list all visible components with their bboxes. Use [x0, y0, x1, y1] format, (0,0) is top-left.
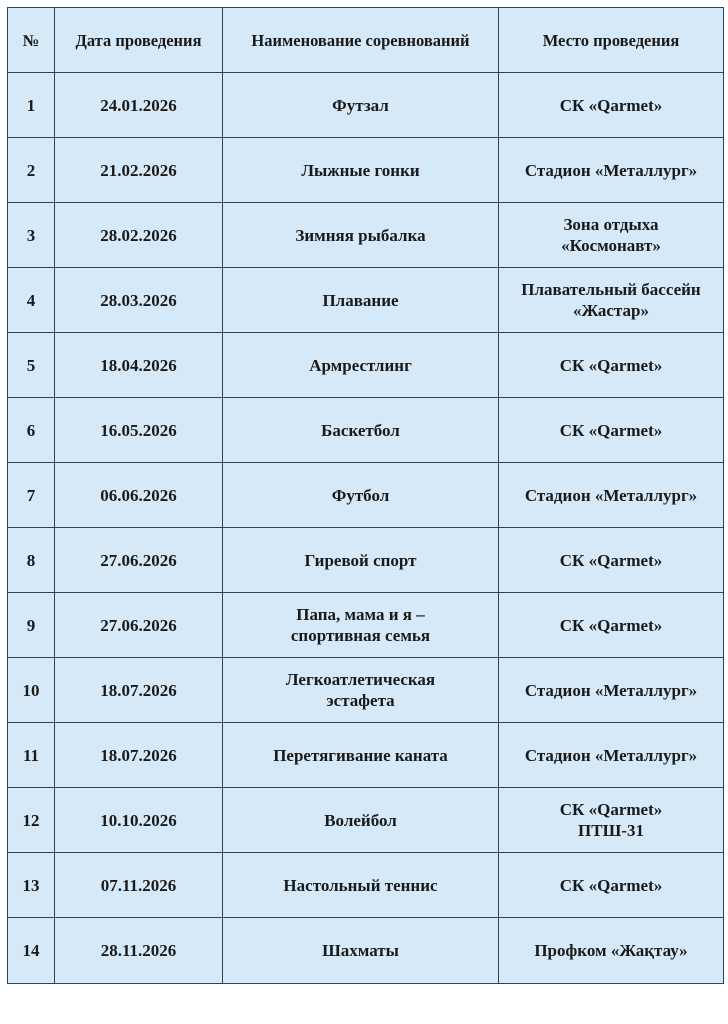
table-row: [8, 723, 724, 788]
row-competition-name: Футзал: [223, 73, 499, 138]
row-place: [499, 593, 724, 658]
row-place-line: Стадион «Металлург»: [524, 485, 698, 505]
row-date: 18.07.2026: [55, 723, 223, 788]
table-row: [8, 658, 724, 723]
row-place-line: СК «Qarmet»: [559, 615, 663, 635]
table-row: [8, 463, 724, 528]
row-place-line: Стадион «Металлург»: [524, 680, 698, 700]
row-place: [499, 853, 724, 918]
row-competition-name-line: Папа, мама и я –: [296, 605, 425, 624]
row-competition-name-line: спортивная семья: [290, 626, 431, 645]
row-place: [499, 138, 724, 203]
header-place: Место проведения: [499, 8, 724, 73]
row-competition-name: Волейбол: [223, 788, 499, 853]
row-number: 5: [8, 333, 55, 398]
row-competition-name: [223, 593, 499, 658]
row-date: 06.06.2026: [55, 463, 223, 528]
table-row: [8, 593, 724, 658]
row-number: 10: [8, 658, 55, 723]
row-competition-name: Лыжные гонки: [223, 138, 499, 203]
table-row: [8, 333, 724, 398]
row-place-line: «Космонавт»: [561, 236, 661, 255]
row-date: 28.02.2026: [55, 203, 223, 268]
table-row: [8, 203, 724, 268]
row-place: [499, 398, 724, 463]
row-date: 27.06.2026: [55, 593, 223, 658]
table-row: [8, 73, 724, 138]
row-number: 12: [8, 788, 55, 853]
table-row: [8, 268, 724, 333]
row-place-line: Профком «Жақтау»: [534, 941, 688, 960]
row-place: [499, 658, 724, 723]
row-date: 18.04.2026: [55, 333, 223, 398]
row-place-line: СК «Qarmet»: [559, 800, 663, 819]
row-date: 16.05.2026: [55, 398, 223, 463]
row-competition-name-line: эстафета: [326, 691, 395, 710]
row-competition-name: Перетягивание каната: [223, 723, 499, 788]
row-date: 28.03.2026: [55, 268, 223, 333]
table-row: [8, 398, 724, 463]
row-place-line: СК «Qarmet»: [559, 550, 663, 570]
row-place-line: СК «Qarmet»: [559, 420, 663, 440]
table-header: [8, 8, 724, 73]
table-row: [8, 788, 724, 853]
row-number: 7: [8, 463, 55, 528]
row-place: [499, 463, 724, 528]
row-number: 3: [8, 203, 55, 268]
row-place: [499, 333, 724, 398]
row-number: 8: [8, 528, 55, 593]
row-number: 9: [8, 593, 55, 658]
row-competition-name-line: Легкоатлетическая: [285, 670, 436, 689]
table-body: [8, 73, 724, 984]
row-competition-name: [223, 658, 499, 723]
row-place: [499, 528, 724, 593]
row-competition-name: Баскетбол: [223, 398, 499, 463]
row-place-line: Плавательный бассейн: [521, 280, 701, 299]
row-date: 10.10.2026: [55, 788, 223, 853]
row-competition-name: Армрестлинг: [223, 333, 499, 398]
row-place-line: Зона отдыха: [563, 215, 659, 234]
row-number: 4: [8, 268, 55, 333]
row-place-line: СК «Qarmet»: [559, 875, 663, 895]
row-number: 2: [8, 138, 55, 203]
table-row: [8, 918, 724, 984]
row-date: 07.11.2026: [55, 853, 223, 918]
row-competition-name: Зимняя рыбалка: [223, 203, 499, 268]
row-date: 18.07.2026: [55, 658, 223, 723]
row-number: 6: [8, 398, 55, 463]
row-date: 21.02.2026: [55, 138, 223, 203]
table-row: [8, 138, 724, 203]
row-competition-name: Футбол: [223, 463, 499, 528]
header-row: [8, 8, 724, 73]
row-place-line: Стадион «Металлург»: [524, 745, 698, 765]
row-place-line: «Жастар»: [573, 301, 649, 320]
row-date: 28.11.2026: [55, 918, 223, 984]
row-place-line: СК «Qarmet»: [559, 355, 663, 375]
row-place: [499, 788, 724, 853]
row-date: 24.01.2026: [55, 73, 223, 138]
row-competition-name: Плавание: [223, 268, 499, 333]
row-place: [499, 918, 724, 984]
row-place-line: Стадион «Металлург»: [524, 160, 698, 180]
row-number: 1: [8, 73, 55, 138]
row-number: 14: [8, 918, 55, 984]
competition-schedule-table: [7, 7, 724, 984]
row-competition-name: Шахматы: [223, 918, 499, 984]
row-date: 27.06.2026: [55, 528, 223, 593]
table-row: [8, 853, 724, 918]
table-row: [8, 528, 724, 593]
row-place: [499, 203, 724, 268]
row-number: 13: [8, 853, 55, 918]
header-competition-name: Наименование соревнований: [223, 8, 499, 73]
header-date: Дата проведения: [55, 8, 223, 73]
row-place-line: СК «Qarmet»: [559, 95, 663, 115]
row-competition-name: Гиревой спорт: [223, 528, 499, 593]
row-number: 11: [8, 723, 55, 788]
row-place: [499, 723, 724, 788]
row-place-line: ПТШ-31: [578, 821, 644, 840]
row-place: [499, 73, 724, 138]
header-number: №: [8, 8, 55, 73]
row-competition-name: Настольный теннис: [223, 853, 499, 918]
row-place: [499, 268, 724, 333]
